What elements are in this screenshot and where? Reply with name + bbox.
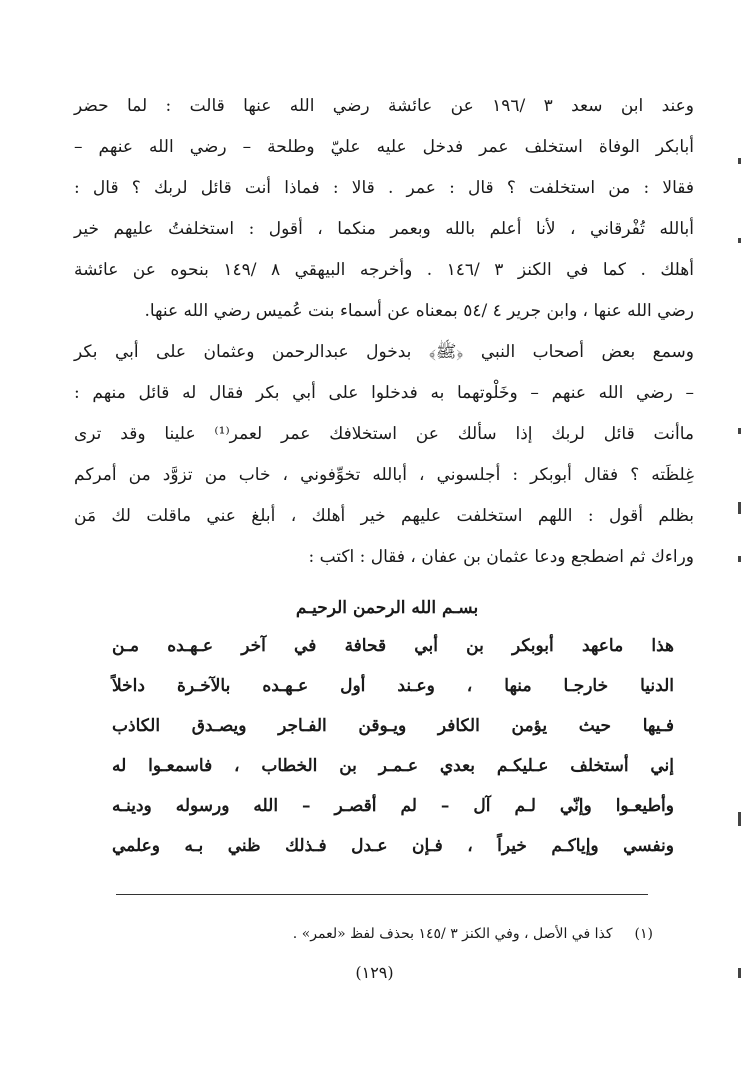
footnote	[293, 922, 653, 946]
scan-edge-mark	[738, 238, 741, 243]
footnote-number: (١)	[634, 926, 653, 942]
text-line: فقالا : من استخلفت ؟ قال : عمر . قالا : فماذا أنت قائل لربك ؟ قال :	[74, 178, 694, 198]
text-line: وسمع بعض أصحاب النبي ﴿ﷺ﴾ بدخول عبدالرحمن وعثمان على أبي بكر	[74, 342, 694, 362]
text-line: أبالله تُفْرقاني ، لأنا أعلم بالله وبعمر منكما ، أقول : استخلفتُ عليهم خير	[74, 219, 694, 239]
text-line: وراءك ثم اضطجع ودعا عثمان بن عفان ، فقال : اكتب :	[308, 547, 694, 567]
text-line: رضي الله عنها ، وابن جرير ٤ /٥٤ بمعناه عن أسماء بنت عُميس رضي الله عنها.	[144, 301, 694, 321]
main-text	[74, 86, 694, 578]
footnote-text: كذا في الأصل ، وفي الكنز ٣ /١٤٥ بحذف لفظ «لعمر» .	[292, 926, 613, 942]
text-line: غِلظَته ؟ فقال أبوبكر : أجلسوني ، أبالله تخوِّفوني ، خاب من تزوَّد من أمركم	[74, 465, 694, 485]
text-line: – رضي الله عنهم – وخَلْوتهما به فدخلوا على أبي بكر فقال له قائل منهم :	[74, 383, 694, 403]
scan-edge-mark	[738, 812, 741, 826]
text-line: بظلم أقول : اللهم استخلفت عليهم خير أهلك ، أبلغ عني ماقلت لك مَن	[74, 506, 694, 526]
text-line: ماأنت قائل لربك إذا سألك عن استخلافك عمر لعمر⁽¹⁾ علينا وقد ترى	[74, 424, 694, 444]
text-line: أهلك . كما في الكنز ٣ /١٤٦ . وأخرجه البيهقي ٨ /١٤٩ بنحوه عن عائشة	[74, 260, 695, 280]
letter-line: هذا ماعهد أبوبكر بن أبي قحافة في آخر عـهـده مـن	[112, 636, 674, 656]
basmala-heading: بسـم الله الرحمن الرحيـم	[295, 598, 479, 618]
paragraph-companions	[74, 332, 694, 578]
letter-line: فـيها حيث يؤمن الكافر ويـوقن الفـاجر ويصـدق الكاذب	[112, 716, 674, 736]
scan-edge-mark	[738, 428, 741, 434]
scan-edge-mark	[738, 158, 741, 164]
text-line: وعند ابن سعد ٣ /١٩٦ عن عائشة رضي الله عنها قالت : لما حضر	[74, 96, 694, 116]
scan-edge-mark	[738, 556, 741, 562]
succession-letter	[96, 590, 692, 866]
footnote-divider	[116, 894, 648, 895]
letter-line: وأطيعـوا وإنّي لـم آل – لم أقصـر – الله ورسوله ودينـه	[112, 796, 674, 816]
letter-line: إني أستخلف عـليكـم بعدي عـمـر بن الخطاب ، فاسمعـوا له	[112, 756, 674, 776]
paragraph-ibn-saad	[74, 86, 694, 332]
text-line: أبابكر الوفاة استخلف عمر فدخل عليه عليّ وطلحة – رضي الله عنهم –	[74, 137, 694, 157]
page-number: (١٢٩)	[355, 963, 394, 982]
letter-line: ونفسي وإياكـم خيراً ، فـإن عـدل فـذلك ظني بـه وعلمي	[112, 836, 674, 856]
scan-edge-mark	[738, 968, 741, 978]
scan-edge-mark	[738, 502, 741, 514]
letter-line: الدنيا خارجـا منها ، وعـند أول عـهـده بالآخـرة داخلاً	[112, 676, 674, 696]
